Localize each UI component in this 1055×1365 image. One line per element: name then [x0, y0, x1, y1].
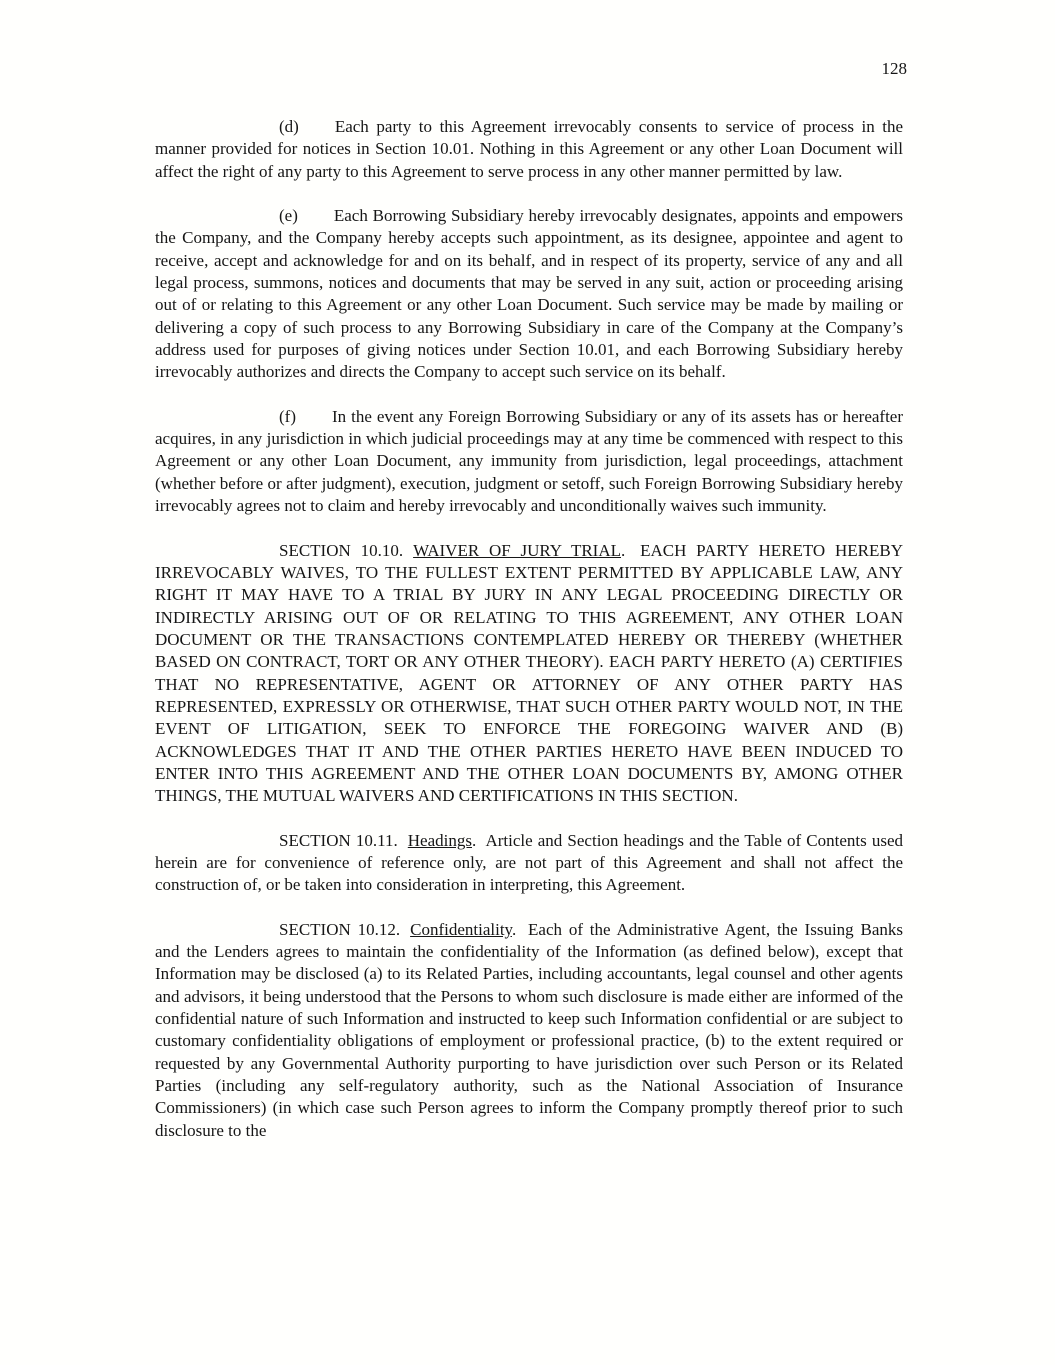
- paragraph-f: [155, 406, 903, 518]
- section-10-12-body: Each of the Administrative Agent, the Issuing Banks and the Lenders agrees to maintain the confidentiality of the Information (as defined below), except that Information may be disclosed (a) to its Related Parties, including accountants, legal counsel and other agents and advisors, it being understood that the Persons to whom such disclosure is made either are informed of the confidential nature of such Information and instructed to keep such Information confidential or are subject to customary confidentiality obligations of employment or professional practice, (b) to the extent required or requested by any Governmental Authority purporting to have jurisdiction over such Person or its Related Parties (including any self-regulatory authority, such as the National Association of Insurance Commissioners) (in which case such Person agrees to inform the Company promptly thereof prior to such disclosure to the: [155, 919, 903, 1140]
- paragraph-e-label: (e): [279, 206, 298, 226]
- document-content: [155, 116, 903, 1142]
- paragraph-f-text: In the event any Foreign Borrowing Subsidiary or any of its assets has or hereafter acquires, in any jurisdiction in which judicial proceedings may at any time be commenced with respect to this Agreement or any other Loan Document, any immunity from jurisdiction, legal proceedings, attachment (whether before or after judgment), execution, judgment or setoff, such Foreign Borrowing Subsidiary hereby irrevocably agrees not to claim and hereby irrevocably and unconditionally waives such immunity.: [155, 406, 903, 516]
- section-10-10: [155, 540, 903, 808]
- section-10-10-separator: .: [621, 540, 626, 560]
- section-10-11-body: Article and Section headings and the Table of Contents used herein are for convenience of reference only, are not part of this Agreement and shall not affect the construction of, or be taken into consideration in interpreting, this Agreement.: [155, 830, 904, 895]
- section-10-11: [155, 830, 903, 897]
- section-10-12: [155, 919, 903, 1142]
- section-10-10-body: EACH PARTY HERETO HEREBY IRREVOCABLY WAIVES, TO THE FULLEST EXTENT PERMITTED BY APPLICABLE LAW, ANY RIGHT IT MAY HAVE TO A TRIAL BY JURY IN ANY LEGAL PROCEEDING DIRECTLY OR INDIRECTLY ARISING OUT OF OR RELATING TO THIS AGREEMENT, ANY OTHER LOAN DOCUMENT OR THE TRANSACTIONS CONTEMPLATED HEREBY OR THEREBY (WHETHER BASED ON CONTRACT, TORT OR ANY OTHER THEORY). EACH PARTY HERETO (A) CERTIFIES THAT NO REPRESENTATIVE, AGENT OR ATTORNEY OF ANY OTHER PARTY HAS REPRESENTED, EXPRESSLY OR OTHERWISE, THAT SUCH OTHER PARTY WOULD NOT, IN THE EVENT OF LITIGATION, SEEK TO ENFORCE THE FOREGOING WAIVER AND (B) ACKNOWLEDGES THAT IT AND THE OTHER PARTIES HERETO HAVE BEEN INDUCED TO ENTER INTO THIS AGREEMENT AND THE OTHER LOAN DOCUMENTS BY, AMONG OTHER THINGS, THE MUTUAL WAIVERS AND CERTIFICATIONS IN THIS SECTION.: [155, 540, 903, 806]
- paragraph-d-text: Each party to this Agreement irrevocably consents to service of process in the manner provided for notices in Section 10.01. Nothing in this Agreement or any other Loan Document will affect the right of any party to this Agreement to serve process in any other manner permitted by law.: [155, 117, 903, 181]
- paragraph-e-text: Each Borrowing Subsidiary hereby irrevocably designates, appoints and empowers the Company, and the Company hereby accepts such appointment, as its designee, appointee and agent to receive, accept and acknowledge for and on its behalf, and in respect of its property, service of any and all legal process, summons, notices and documents that may be served in any suit, action or proceeding arising out of or relating to this Agreement or any other Loan Document. Such service may be made by mailing or delivering a copy of such process to any Borrowing Subsidiary in care of the Company at the Company’s address used for purposes of giving notices under Section 10.01, and each Borrowing Subsidiary hereby irrevocably authorizes and directs the Company to accept such service on its behalf.: [155, 206, 903, 382]
- section-10-12-label: SECTION 10.12.: [279, 919, 401, 939]
- section-10-10-label: SECTION 10.10.: [279, 540, 404, 560]
- page-number: 128: [881, 59, 907, 78]
- paragraph-d-label: (d): [279, 117, 299, 136]
- section-10-10-heading: WAIVER OF JURY TRIAL: [413, 540, 621, 560]
- section-10-11-separator: .: [472, 830, 477, 850]
- paragraph-e: [155, 205, 903, 384]
- section-10-11-label: SECTION 10.11.: [279, 830, 398, 850]
- paragraph-d: [155, 116, 903, 183]
- paragraph-f-label: (f): [279, 406, 296, 426]
- section-10-11-heading: Headings: [407, 830, 472, 850]
- section-10-12-separator: .: [511, 919, 517, 939]
- section-10-12-heading: Confidentiality: [410, 919, 512, 939]
